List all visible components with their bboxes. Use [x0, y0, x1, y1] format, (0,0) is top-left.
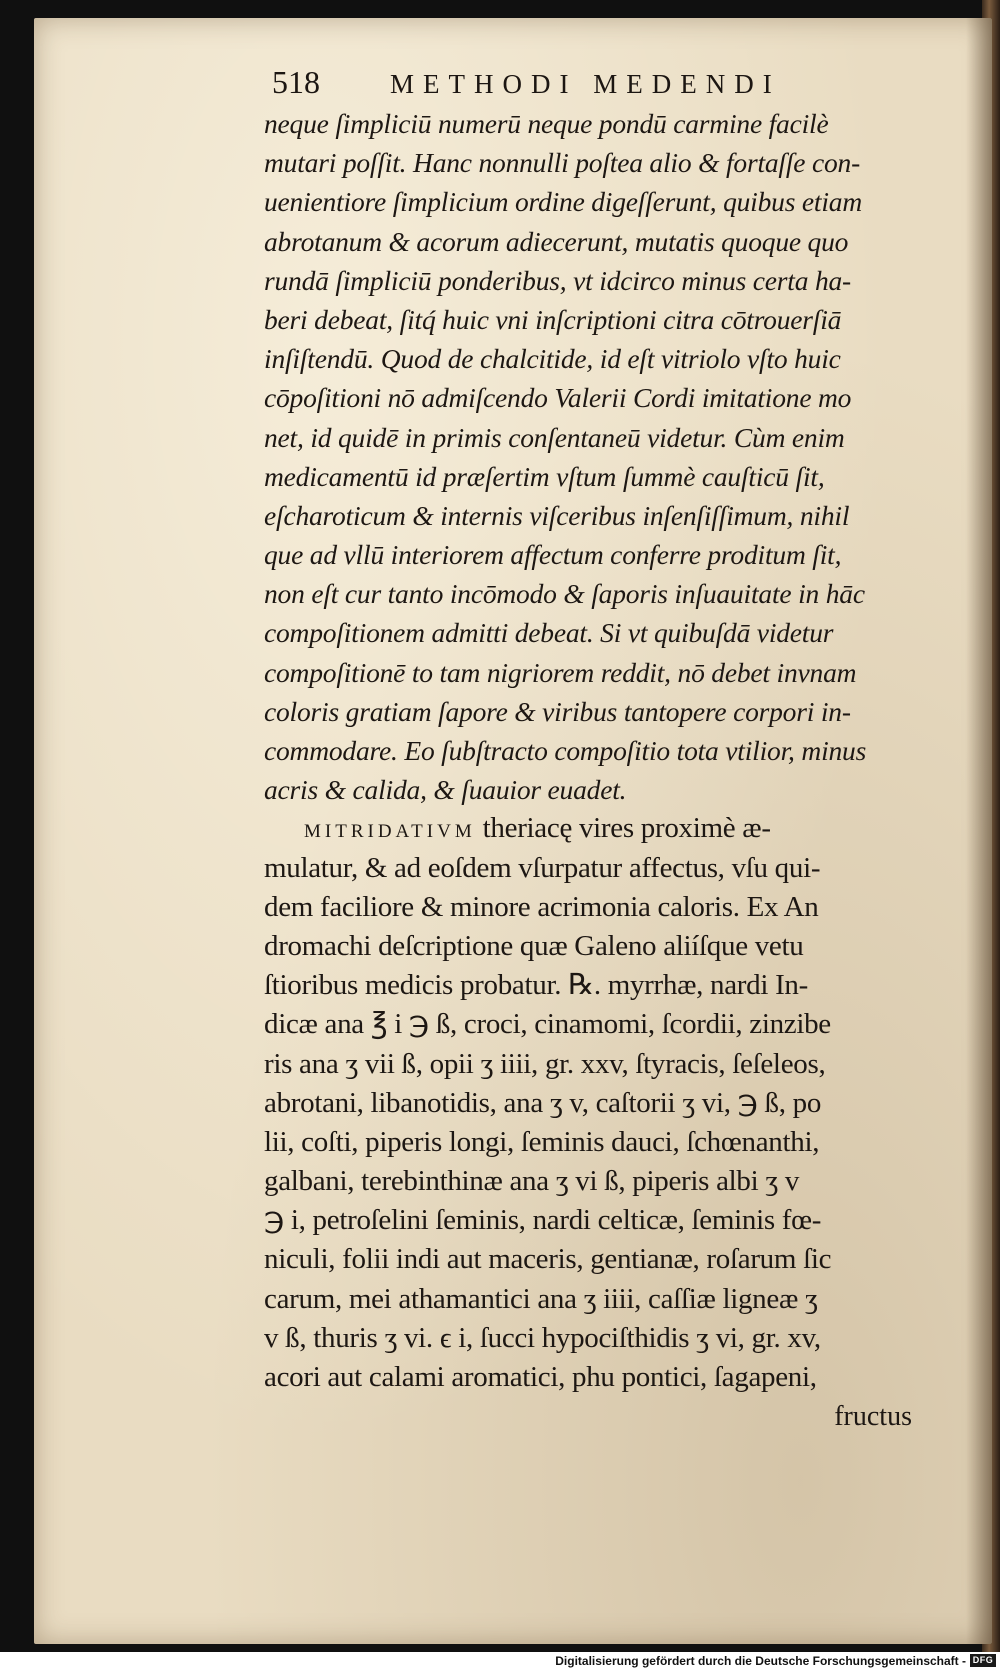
roman-line: acori aut calami aromatici, phu pontici, ſagapeni, [264, 1361, 817, 1393]
italic-line: eſcharoticum & internis viſceribus inſenſiſſimum, nihil [264, 499, 850, 531]
roman-line: carum, mei athamantici ana ʒ iiii, caſſiæ ligneæ ʒ [264, 1282, 818, 1315]
italic-line: commodare. Eo ſubſtracto compoſitio tota vtilior, minus [264, 735, 867, 766]
footer-credit: Digitalisierung gefördert durch die Deutsche Forschungsgemeinschaft - [555, 1654, 966, 1668]
italic-line: que ad vllū interiorem affectum conferre proditum ſit, [264, 539, 842, 571]
roman-line: niculi, folii indi aut maceris, gentianæ, roſarum ſic [264, 1243, 832, 1276]
section-first-line-text: theriacę vires proximè æ- [475, 812, 771, 845]
roman-line: mulatur, & ad eoſdem vſurpatur affectus, vſu qui- [264, 851, 821, 884]
running-head [272, 62, 912, 102]
roman-paragraph [264, 809, 918, 1436]
text-block [264, 104, 918, 1436]
italic-line: non eſt cur tanto incōmodo & ſaporis inſuauitate in hāc [264, 578, 865, 610]
dfg-logo-icon: DFG [970, 1654, 996, 1667]
roman-line: ris ana ʒ vii ß, opii ʒ iiii, gr. xxv, ſtyracis, ſeſeleos, [264, 1047, 826, 1080]
roman-line: lii, coſti, piperis longi, ſeminis dauci, ſchœnanthi, [264, 1125, 820, 1158]
italic-line: beri debeat, ſitq́ huic vni inſcriptioni citra cōtrouerſiā [264, 303, 842, 335]
italic-line: abrotanum & acorum adiecerunt, mutatis quoque quo [264, 225, 849, 257]
catchword: fructus [834, 1401, 912, 1433]
header-title: METHODI MEDENDI [390, 69, 781, 99]
italic-line: compoſitionē to tam nigriorem reddit, nō debet invnam [264, 656, 857, 688]
section-first-line [264, 809, 918, 848]
roman-line: v ß, thuris ʒ vi. ϵ i, ſucci hypociſthidis ʒ vi, gr. xv, [264, 1321, 821, 1354]
roman-line: abrotani, libanotidis, ana ʒ v, caſtorii ʒ vi, ℈ ß, po [264, 1086, 822, 1119]
italic-line: coloris gratiam ſapore & viribus tantopere corpori in- [264, 695, 851, 727]
section-heading: MITRIDATIVM [304, 821, 476, 843]
italic-line: rundā ſimpliciū ponderibus, vt idcirco minus certa ha- [264, 264, 852, 296]
page-shadow [966, 18, 992, 1644]
italic-line: acris & calida, & ſuauior euadet. [264, 774, 627, 806]
footer-bar [0, 1652, 1000, 1670]
italic-line: neque ſimpliciū numerū neque pondū carmine facilè [264, 108, 829, 139]
italic-line: mutari poſſit. Hanc nonnulli poſtea alio & fortaſſe con- [264, 147, 861, 179]
italic-paragraph [264, 104, 918, 809]
page-number: 518 [272, 64, 320, 100]
roman-line: ℈ i, petroſelini ſeminis, nardi celticæ, ſeminis fœ- [264, 1204, 822, 1237]
roman-line: galbani, terebinthinæ ana ʒ vi ß, piperis albi ʒ v [264, 1165, 800, 1198]
roman-line: ſtioribus medicis probatur. ℞. myrrhæ, nardi In- [264, 969, 808, 1002]
roman-line: dicæ ana ℥ i ℈ ß, croci, cinamomi, ſcordii, zinzibe [264, 1008, 831, 1041]
italic-line: cōpoſitioni nō admiſcendo Valerii Cordi imitatione mo [264, 382, 852, 414]
roman-line: dem faciliore & minore acrimonia caloris. Ex An [264, 890, 819, 923]
roman-line: dromachi deſcriptione quæ Galeno aliíſque vetu [264, 929, 804, 962]
italic-line: medicamentū id præſertim vſtum ſummè cauſticū ſit, [264, 460, 825, 492]
italic-line: compoſitionem admitti debeat. Si vt quibuſdā videtur [264, 617, 834, 649]
italic-line: uenientiore ſimplicium ordine digeſſerunt, quibus etiam [264, 186, 862, 218]
italic-line: inſiſtendū. Quod de chalcitide, id eſt vitriolo vſto huic [264, 343, 841, 375]
italic-line: net, id quidē in primis conſentaneū videtur. Cùm enim [264, 421, 845, 453]
